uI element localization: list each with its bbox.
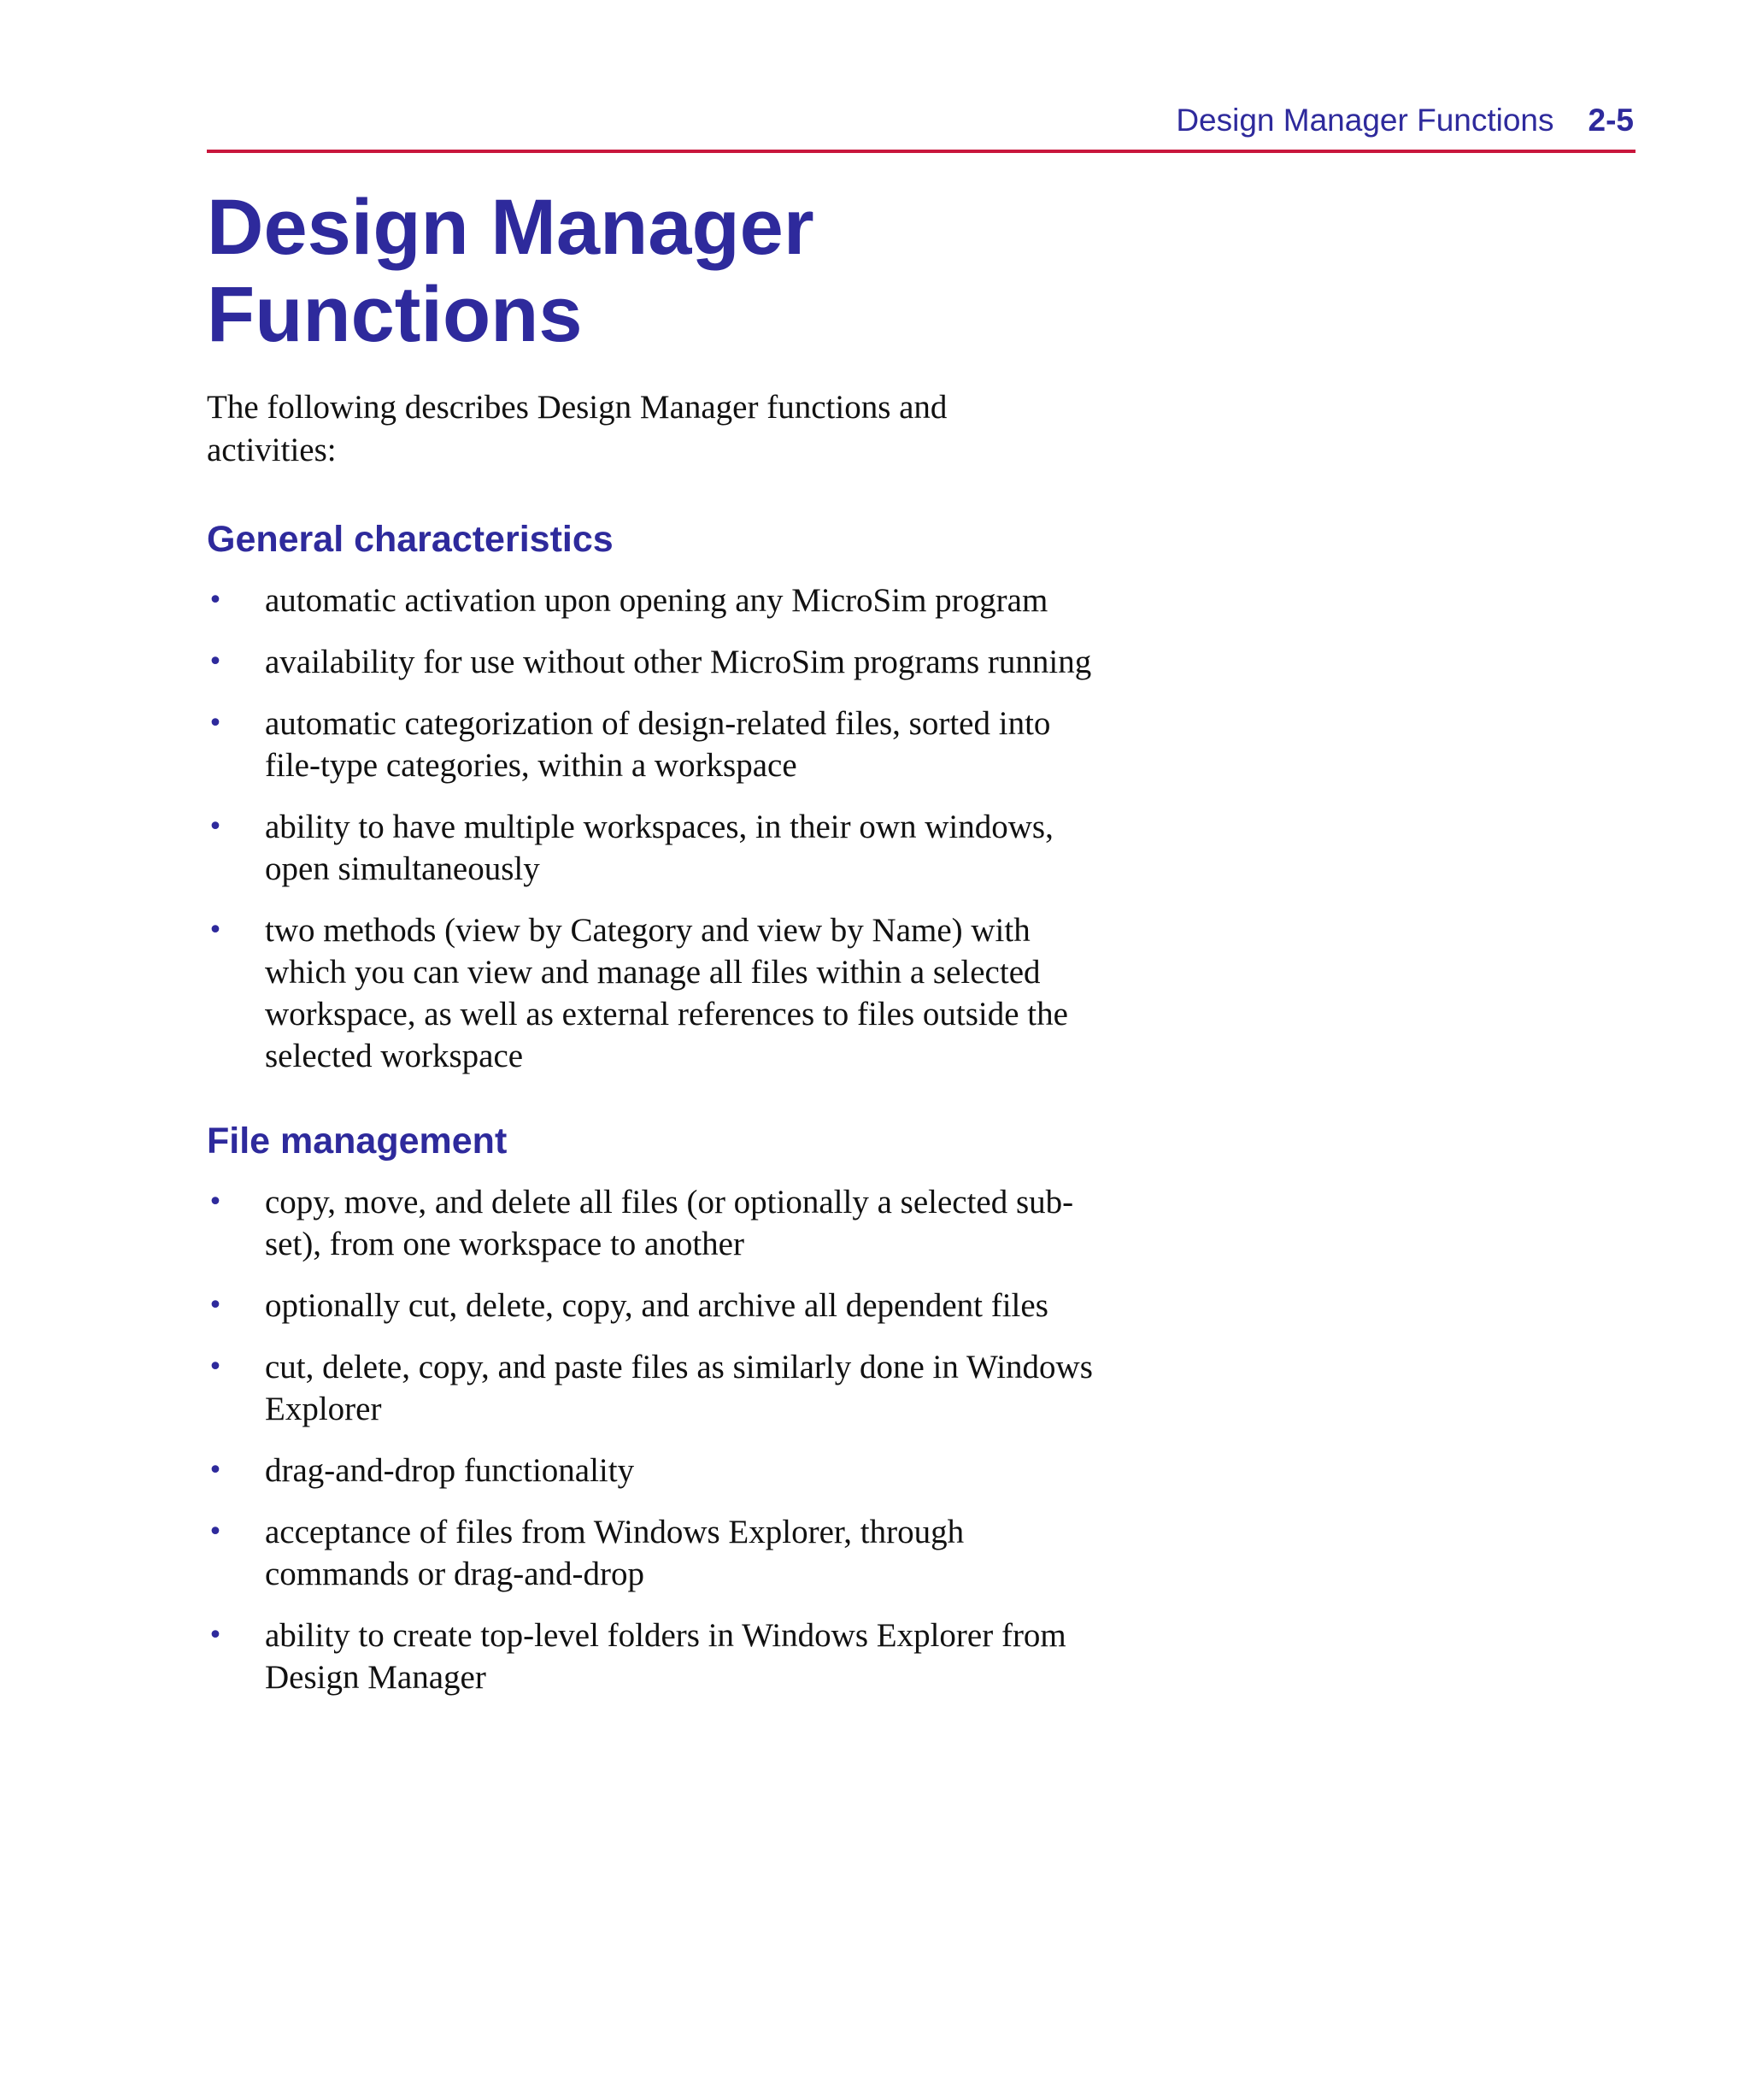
bullet-icon: • (208, 1187, 223, 1217)
bullet-icon: • (208, 647, 223, 677)
list-item-text: cut, delete, copy, and paste files as similarly done in Windows Explorer (265, 1349, 1093, 1427)
list-item (207, 641, 1113, 683)
list-item-text: automatic categorization of design-related files, sorted into file-type categories, within a workspace (265, 705, 1051, 784)
list-item (207, 1511, 1113, 1595)
list-item-text: copy, move, and delete all files (or optionally a selected sub-set), from one workspace to another (265, 1184, 1074, 1262)
page-number: 2-5 (1588, 103, 1634, 138)
section-heading-general-characteristics: General characteristics (207, 519, 614, 560)
list-item-text: availability for use without other MicroSim programs running (265, 644, 1092, 680)
list-item (207, 1346, 1113, 1430)
bullet-icon: • (208, 1291, 223, 1321)
file-management-list (207, 1181, 1113, 1698)
list-item (207, 703, 1113, 786)
bullet-icon: • (208, 709, 223, 738)
header-rule (207, 150, 1635, 153)
general-characteristics-list (207, 579, 1113, 1077)
list-item-text: drag-and-drop functionality (265, 1452, 635, 1489)
bullet-icon: • (208, 585, 223, 615)
list-item-text: acceptance of files from Windows Explorer, through commands or drag-and-drop (265, 1514, 965, 1592)
main-content (207, 386, 1113, 1698)
intro-paragraph: The following describes Design Manager functions and activities: (207, 389, 948, 468)
bullet-icon: • (208, 812, 223, 842)
list-item (207, 1285, 1113, 1326)
bullet-icon: • (208, 1456, 223, 1485)
list-item (207, 579, 1113, 621)
page-title-line-1: Design Manager (207, 184, 814, 271)
list-item (207, 909, 1113, 1077)
running-header-title: Design Manager Functions (1176, 103, 1554, 138)
bullet-icon: • (208, 1517, 223, 1547)
list-item-text: two methods (view by Category and view by Name) with which you can view and manage all files within a selected workspace, as well as external references to files outside the selected workspace (265, 912, 1068, 1074)
section-heading-file-management: File management (207, 1121, 508, 1162)
page-title (207, 184, 1061, 358)
list-item-text: ability to have multiple workspaces, in their own windows, open simultaneously (265, 809, 1054, 887)
list-item (207, 1615, 1113, 1698)
list-item-text: optionally cut, delete, copy, and archive all dependent files (265, 1287, 1048, 1324)
list-item-text: ability to create top-level folders in Windows Explorer from Design Manager (265, 1617, 1066, 1696)
page-title-line-2: Functions (207, 271, 583, 358)
bullet-icon: • (208, 1621, 223, 1650)
list-item (207, 1181, 1113, 1265)
list-item (207, 806, 1113, 890)
bullet-icon: • (208, 915, 223, 945)
list-item (207, 1450, 1113, 1491)
running-header (1176, 103, 1634, 138)
list-item-text: automatic activation upon opening any MicroSim program (265, 582, 1048, 619)
bullet-icon: • (208, 1352, 223, 1382)
